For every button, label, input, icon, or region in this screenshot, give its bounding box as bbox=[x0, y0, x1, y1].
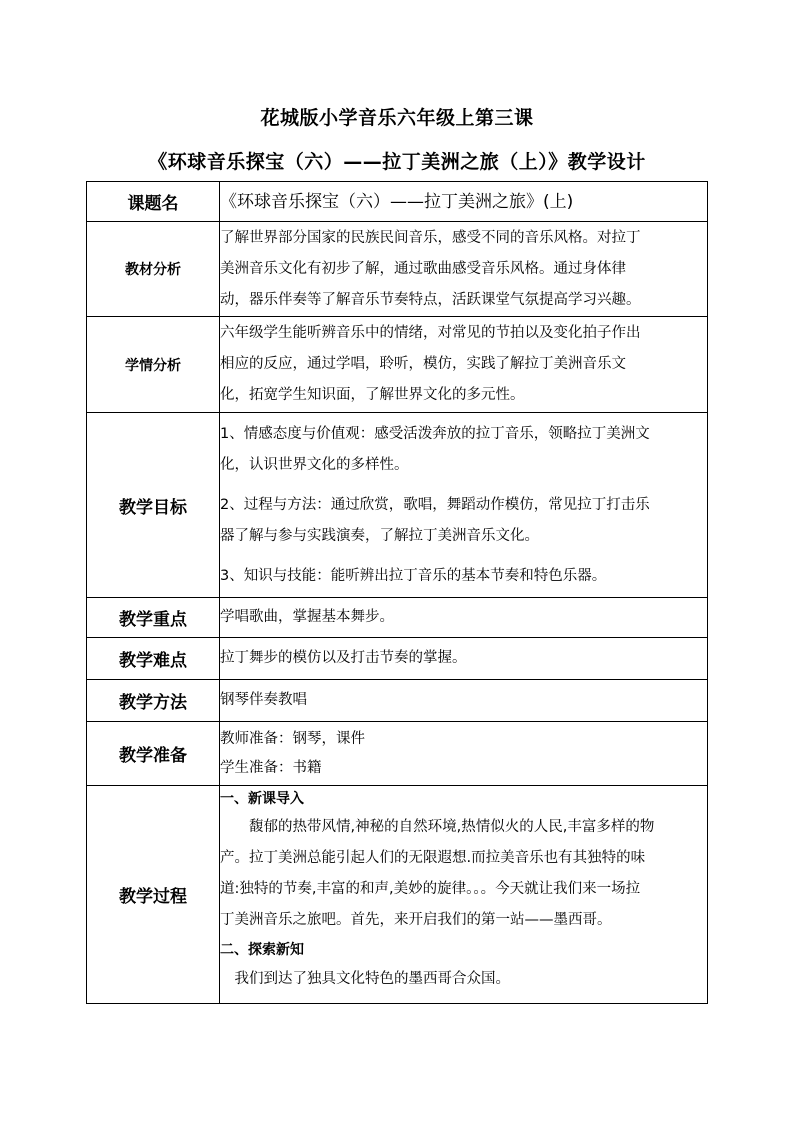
method-label: 教学方法 bbox=[87, 680, 220, 722]
material-line: 美洲音乐文化有初步了解，通过歌曲感受音乐风格。通过身体律 bbox=[220, 260, 626, 277]
process-line: 馥郁的热带风情,神秘的自然环境,热情似火的人民,丰富多样的物 bbox=[249, 819, 655, 835]
key-value: 学唱歌曲，掌握基本舞步。 bbox=[220, 598, 708, 638]
process-line: 产。拉丁美洲总能引起人们的无限遐想.而拉美音乐也有其独特的味 bbox=[220, 850, 646, 866]
goals-line: 化，认识世界文化的多样性。 bbox=[220, 456, 409, 473]
goals-content bbox=[220, 413, 708, 598]
table-row-method bbox=[87, 680, 708, 722]
section-heading: 二、探索新知 bbox=[220, 942, 304, 958]
table-row-prep bbox=[87, 722, 708, 786]
spacer bbox=[220, 552, 707, 561]
process-label: 教学过程 bbox=[87, 786, 220, 1004]
table-row-material bbox=[87, 222, 708, 317]
lesson-plan-table bbox=[86, 181, 708, 1004]
students-label: 学情分析 bbox=[87, 317, 220, 413]
table-row-difficult bbox=[87, 638, 708, 680]
process-line: 道:独特的节奏,丰富的和声,美妙的旋律。。。今天就让我们来一场拉 bbox=[220, 881, 641, 897]
table-row-topic bbox=[87, 182, 708, 222]
page-title: 花城版小学音乐六年级上第三课 bbox=[260, 107, 534, 129]
goals-line: 器了解与参与实践演奏，了解拉丁美洲音乐文化。 bbox=[220, 527, 539, 544]
process-line: 我们到达了独具文化特色的墨西哥合众国。 bbox=[234, 971, 510, 987]
difficult-label: 教学难点 bbox=[87, 638, 220, 680]
goals-line: 1、情感态度与价值观：感受活泼奔放的拉丁音乐，领略拉丁美洲文 bbox=[220, 425, 650, 442]
table-row-process bbox=[87, 786, 708, 1004]
key-label: 教学重点 bbox=[87, 598, 220, 638]
topic-value: 《环球音乐探宝（六）——拉丁美洲之旅》(上) bbox=[220, 182, 708, 222]
goals-line: 2、过程与方法：通过欣赏，歌唱，舞蹈动作模仿，常见拉丁打击乐 bbox=[220, 496, 650, 513]
material-line: 了解世界部分国家的民族民间音乐，感受不同的音乐风格。对拉丁 bbox=[220, 229, 641, 246]
material-line: 动，器乐伴奏等了解音乐节奏特点，活跃课堂气氛提高学习兴趣。 bbox=[220, 291, 641, 308]
material-content bbox=[220, 222, 708, 317]
process-line: 丁美洲音乐之旅吧。首先，来开启我们的第一站——墨西哥。 bbox=[220, 912, 612, 928]
page-subtitle: 《环球音乐探宝（六）——拉丁美洲之旅（上）》教学设计 bbox=[148, 151, 646, 173]
material-label: 教材分析 bbox=[87, 222, 220, 317]
students-line: 化，拓宽学生知识面，了解世界文化的多元性。 bbox=[220, 387, 525, 403]
topic-label: 课题名 bbox=[87, 182, 220, 222]
difficult-value: 拉丁舞步的模仿以及打击节奏的掌握。 bbox=[220, 638, 708, 680]
prep-content bbox=[220, 722, 708, 786]
prep-line: 学生准备：书籍 bbox=[220, 759, 322, 776]
method-value: 钢琴伴奏教唱 bbox=[220, 680, 708, 722]
process-content bbox=[220, 786, 708, 1004]
prep-label: 教学准备 bbox=[87, 722, 220, 786]
table-row-key bbox=[87, 598, 708, 638]
prep-line: 教师准备：钢琴，课件 bbox=[220, 730, 365, 747]
goals-label: 教学目标 bbox=[87, 413, 220, 598]
table-row-goals bbox=[87, 413, 708, 598]
goals-line: 3、知识与技能：能听辨出拉丁音乐的基本节奏和特色乐器。 bbox=[220, 567, 607, 584]
section-heading: 一、新课导入 bbox=[220, 791, 304, 807]
students-line: 六年级学生能听辨音乐中的情绪，对常见的节拍以及变化拍子作出 bbox=[220, 325, 641, 341]
students-content bbox=[220, 317, 708, 413]
spacer bbox=[220, 481, 707, 490]
table-row-students bbox=[87, 317, 708, 413]
students-line: 相应的反应，通过学唱，聆听，模仿，实践了解拉丁美洲音乐文 bbox=[220, 356, 626, 372]
